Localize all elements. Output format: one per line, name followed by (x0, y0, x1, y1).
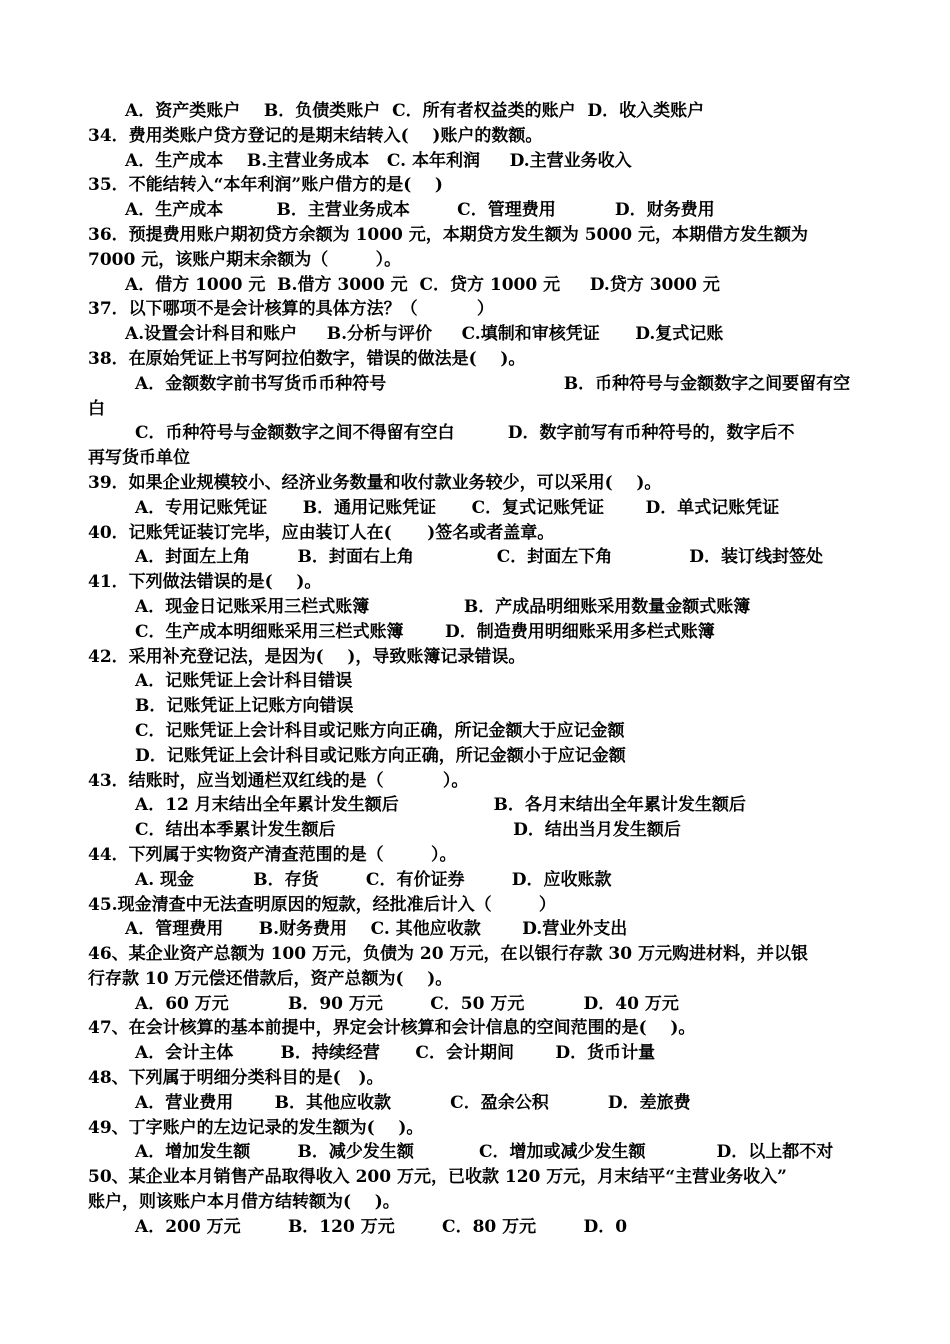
question-line: 36．预提费用账户期初贷方余额为 1000 元，本期贷方发生额为 5000 元，本期借方发生额为 (88, 224, 808, 245)
question-line: 白 (88, 398, 105, 419)
option-line: A．营业费用 B．其他应收款 C．盈余公积 D．差旅费 (135, 1092, 691, 1113)
question-line: 41．下列做法错误的是( )。 (88, 572, 322, 593)
option-line: A．会计主体 B．持续经营 C．会计期间 D．货币计量 (135, 1043, 656, 1064)
option-line: A．生产成本 B.主营业务成本 C. 本年利润 D.主营业务收入 (125, 150, 632, 171)
option-line: B．记账凭证上记账方向错误 (135, 696, 354, 717)
option-line: A．资产类账户 B．负债类账户 C．所有者权益类的账户 D．收入类账户 (125, 101, 705, 121)
option-line: C．币种符号与金额数字之间不得留有空白 D．数字前写有币种符号的，数字后不 (135, 423, 795, 444)
question-line: 账户，则该账户本月借方结转额为( )。 (88, 1192, 400, 1213)
option-line: A. 现金 B．存货 C．有价证券 D．应收账款 (135, 869, 612, 890)
option-line: D．记账凭证上会计科目或记账方向正确，所记金额小于应记金额 (135, 745, 626, 766)
question-line: 47、在会计核算的基本前提中，界定会计核算和会计信息的空间范围的是( )。 (88, 1018, 696, 1039)
option-line: A．200 万元 B．120 万元 C．80 万元 D．0 (135, 1216, 628, 1237)
question-line: 37．以下哪项不是会计核算的具体方法？（ ） (88, 299, 494, 320)
question-line: 44．下列属于实物资产清查范围的是（ ）。 (88, 844, 457, 865)
question-line: 40．记账凭证装订完毕，应由装订人在( )签名或者盖章。 (88, 522, 555, 543)
option-line: C．记账凭证上会计科目或记账方向正确，所记金额大于应记金额 (135, 720, 625, 741)
question-line: 43．结账时，应当划通栏双红线的是（ ）。 (88, 770, 469, 791)
question-line: 再写货币单位 (88, 448, 190, 469)
question-line: 49、丁字账户的左边记录的发生额为( )。 (88, 1117, 424, 1138)
question-line: 34．费用类账户贷方登记的是期末结转入( )账户的数额。 (88, 125, 543, 146)
option-line: A．封面左上角 B．封面右上角 C．封面左下角 D．装订线封签处 (135, 547, 823, 568)
question-line: 45.现金清查中无法查明原因的短款，经批准后计入（ ） (88, 894, 556, 915)
option-line: A．借方 1000 元 B.借方 3000 元 C．贷方 1000 元 D.贷方 3000 元 (125, 274, 720, 295)
question-line: 35．不能结转入“本年利润”账户借方的是( ) (88, 175, 443, 196)
question-line: 39．如果企业规模较小、经济业务数量和收付款业务较少，可以采用( )。 (88, 472, 662, 493)
option-line: A．专用记账凭证 B．通用记账凭证 C．复式记账凭证 D．单式记账凭证 (135, 497, 780, 518)
question-line: 38．在原始凭证上书写阿拉伯数字，错误的做法是( )。 (88, 348, 526, 369)
option-line: A．生产成本 B．主营业务成本 C．管理费用 D．财务费用 (125, 200, 715, 221)
option-line: C．生产成本明细账采用三栏式账簿 D．制造费用明细账采用多栏式账簿 (135, 621, 715, 642)
option-line: A．现金日记账采用三栏式账簿 B．产成品明细账采用数量金额式账簿 (135, 596, 751, 617)
question-line: 7000 元，该账户期末余额为（ ）。 (88, 249, 402, 270)
option-line: A．增加发生额 B．减少发生额 C．增加或减少发生额 D．以上都不对 (135, 1142, 834, 1163)
option-line: A．金额数字前书写货币币种符号 B．币种符号与金额数字之间要留有空 (135, 373, 851, 394)
question-line: 48、下列属于明细分类科目的是( )。 (88, 1068, 384, 1089)
option-line: A．记账凭证上会计科目错误 (135, 671, 353, 692)
question-line: 行存款 10 万元偿还借款后，资产总额为( )。 (88, 968, 453, 989)
question-line: 42．采用补充登记法，是因为( )，导致账簿记录错误。 (88, 646, 526, 667)
option-line: A．12 月末结出全年累计发生额后 B．各月末结出全年累计发生额后 (135, 795, 746, 816)
exam-page (88, 99, 868, 1240)
option-line: A.设置会计科目和账户 B.分析与评价 C.填制和审核凭证 D.复式记账 (125, 324, 724, 345)
option-line: C．结出本季累计发生额后 D．结出当月发生额后 (135, 820, 681, 841)
option-line: A．管理费用 B.财务费用 C. 其他应收款 D.营业外支出 (125, 919, 628, 940)
question-line: 50、某企业本月销售产品取得收入 200 万元，已收款 120 万元，月末结平“主营业务收入” (88, 1167, 787, 1188)
question-line: 46、某企业资产总额为 100 万元，负债为 20 万元，在以银行存款 30 万元购进材料，并以银 (88, 944, 808, 965)
option-line: A．60 万元 B．90 万元 C．50 万元 D．40 万元 (135, 993, 679, 1014)
